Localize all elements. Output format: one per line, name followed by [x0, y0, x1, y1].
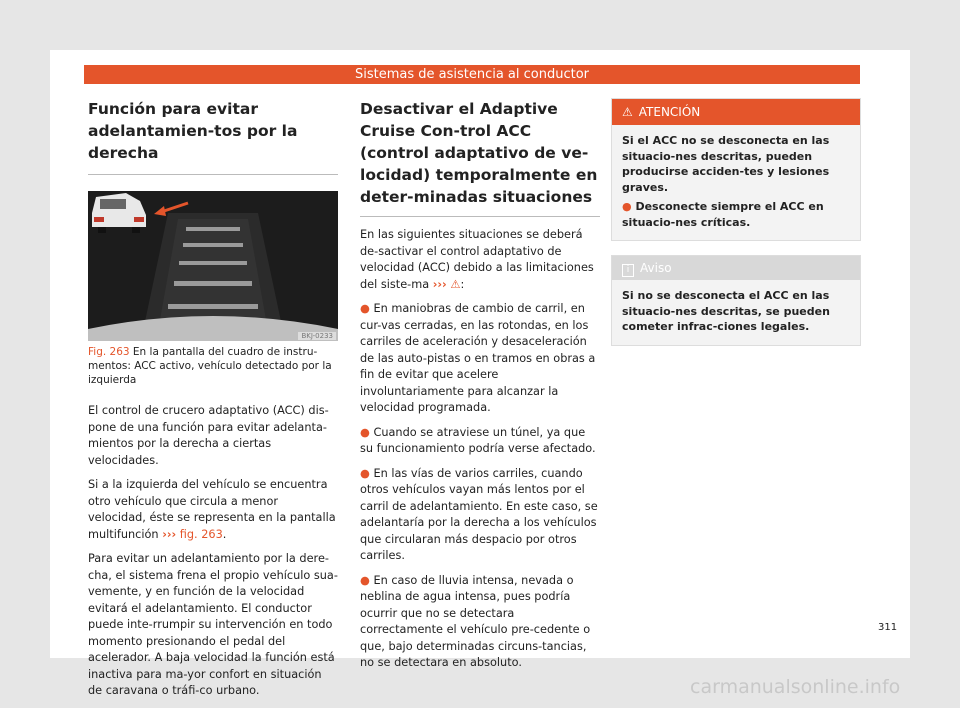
warning-box: [611, 98, 861, 241]
left-paragraph-2: [88, 477, 338, 543]
left-column: [88, 98, 338, 700]
section-header: [84, 65, 860, 84]
list-item: [360, 573, 600, 672]
bullet-icon: ●: [360, 573, 370, 587]
figure-link[interactable]: fig. 263: [179, 527, 223, 541]
left-heading: Función para evitar adelantamien-tos por la derecha: [88, 100, 298, 162]
left-paragraph-2-end: .: [222, 527, 227, 541]
dashboard-display-illustration: [88, 191, 338, 341]
note-header: [612, 256, 860, 280]
watermark: carmanualsonline.info: [690, 676, 901, 698]
bullet-icon: ●: [360, 466, 370, 480]
page-number: 311: [878, 622, 898, 633]
left-paragraph-1: El control de crucero adaptativo (ACC) dis-pone de una función para evitar adelanta-mientos por la derecha a ciertas velocidades.: [88, 404, 329, 467]
list-item: [360, 425, 600, 458]
reference-arrows: ›››: [162, 527, 177, 541]
list-item: [360, 301, 600, 417]
warning-text: Si el ACC no se desconecta en las situacio-nes descritas, pueden producirse acciden-tes y lesiones graves.: [622, 134, 830, 194]
warning-triangle-icon: ⚠: [622, 105, 633, 119]
middle-column: [360, 98, 600, 672]
section-title: Sistemas de asistencia al conductor: [354, 67, 590, 82]
left-paragraph-3: Para evitar un adelantamiento por la dere-cha, el sistema frena el propio vehículo sua-vemente, y en función de la velocidad evitará el adelantamiento. El conductor puede inte-rrumpir su intervención en todo momento presionando el pedal del acelerador. A baja velocidad la función está inactiva para ma-yor confort en situación de caravana o tráfi-co urbano.: [88, 552, 338, 697]
figure-code: BKJ-0233: [298, 332, 336, 340]
figure-263: [88, 191, 338, 341]
note-body: [612, 280, 860, 345]
note-text: Si no se desconecta el ACC en las situacio-nes descritas, se pueden cometer infrac-ciones legales.: [622, 289, 830, 333]
middle-intro: [360, 227, 600, 293]
left-paragraph-2-text: Si a la izquierda del vehículo se encuentra otro vehículo que circula a menor velocidad, éste se representa en la pantalla multifunción: [88, 478, 336, 541]
warning-body: [612, 125, 860, 240]
heading-divider: [88, 174, 338, 175]
caption-text: En la pantalla del cuadro de instru-mentos: ACC activo, vehículo detectado por la izquierda: [88, 346, 332, 386]
caption-label: Fig. 263: [88, 346, 130, 358]
bullet-text: En las vías de varios carriles, cuando otros vehículos vayan más lentos por el carril de adelantamiento. En este caso, se adelantaría por la derecha a los vehículos que circularan más despacio por otros carriles.: [360, 466, 598, 562]
middle-intro-text: En las siguientes situaciones se deberá de-sactivar el control adaptativo de velocidad (ACC) debido a las limitaciones del siste-ma: [360, 228, 594, 291]
figure-caption: [88, 345, 338, 387]
warning-header: [612, 99, 860, 125]
note-title: Aviso: [640, 261, 672, 275]
warning-bullet: [622, 199, 850, 230]
warning-bullet-text: Desconecte siempre el ACC en situacio-nes críticas.: [622, 200, 824, 229]
heading-divider: [360, 216, 600, 217]
reference-arrows: ›››: [432, 277, 447, 291]
bullet-icon: ●: [622, 200, 632, 213]
bullet-text: En maniobras de cambio de carril, en cur-vas cerradas, en las rotondas, en los carriles de aceleración y desaceleración de las auto-pistas o en tramos en obras a fin de evitar que acelere involuntariamente para alcanzar la velocidad programada.: [360, 302, 596, 414]
note-box: [611, 255, 861, 346]
middle-intro-end: :: [460, 277, 465, 291]
info-icon: i: [622, 264, 634, 277]
bullet-text: Cuando se atraviese un túnel, ya que su funcionamiento podría verse afectado.: [360, 425, 596, 455]
warning-triangle-icon[interactable]: ⚠: [450, 277, 461, 291]
bullet-icon: ●: [360, 302, 370, 315]
bullet-text: En caso de lluvia intensa, nevada o neblina de agua intensa, pues podría ocurrir que no se detectara correctamente el vehículo pre-cedente o que, bajo determinadas circuns-tancias, no se detectara en absoluto.: [360, 573, 591, 669]
middle-heading: Desactivar el Adaptive Cruise Con-trol ACC (control adaptativo de ve-locidad) temporalmente en deter-minadas situaciones: [360, 100, 598, 206]
bullet-icon: ●: [360, 425, 370, 439]
warning-title: ATENCIÓN: [638, 105, 701, 119]
list-item: [360, 466, 600, 565]
right-column: [611, 98, 861, 346]
